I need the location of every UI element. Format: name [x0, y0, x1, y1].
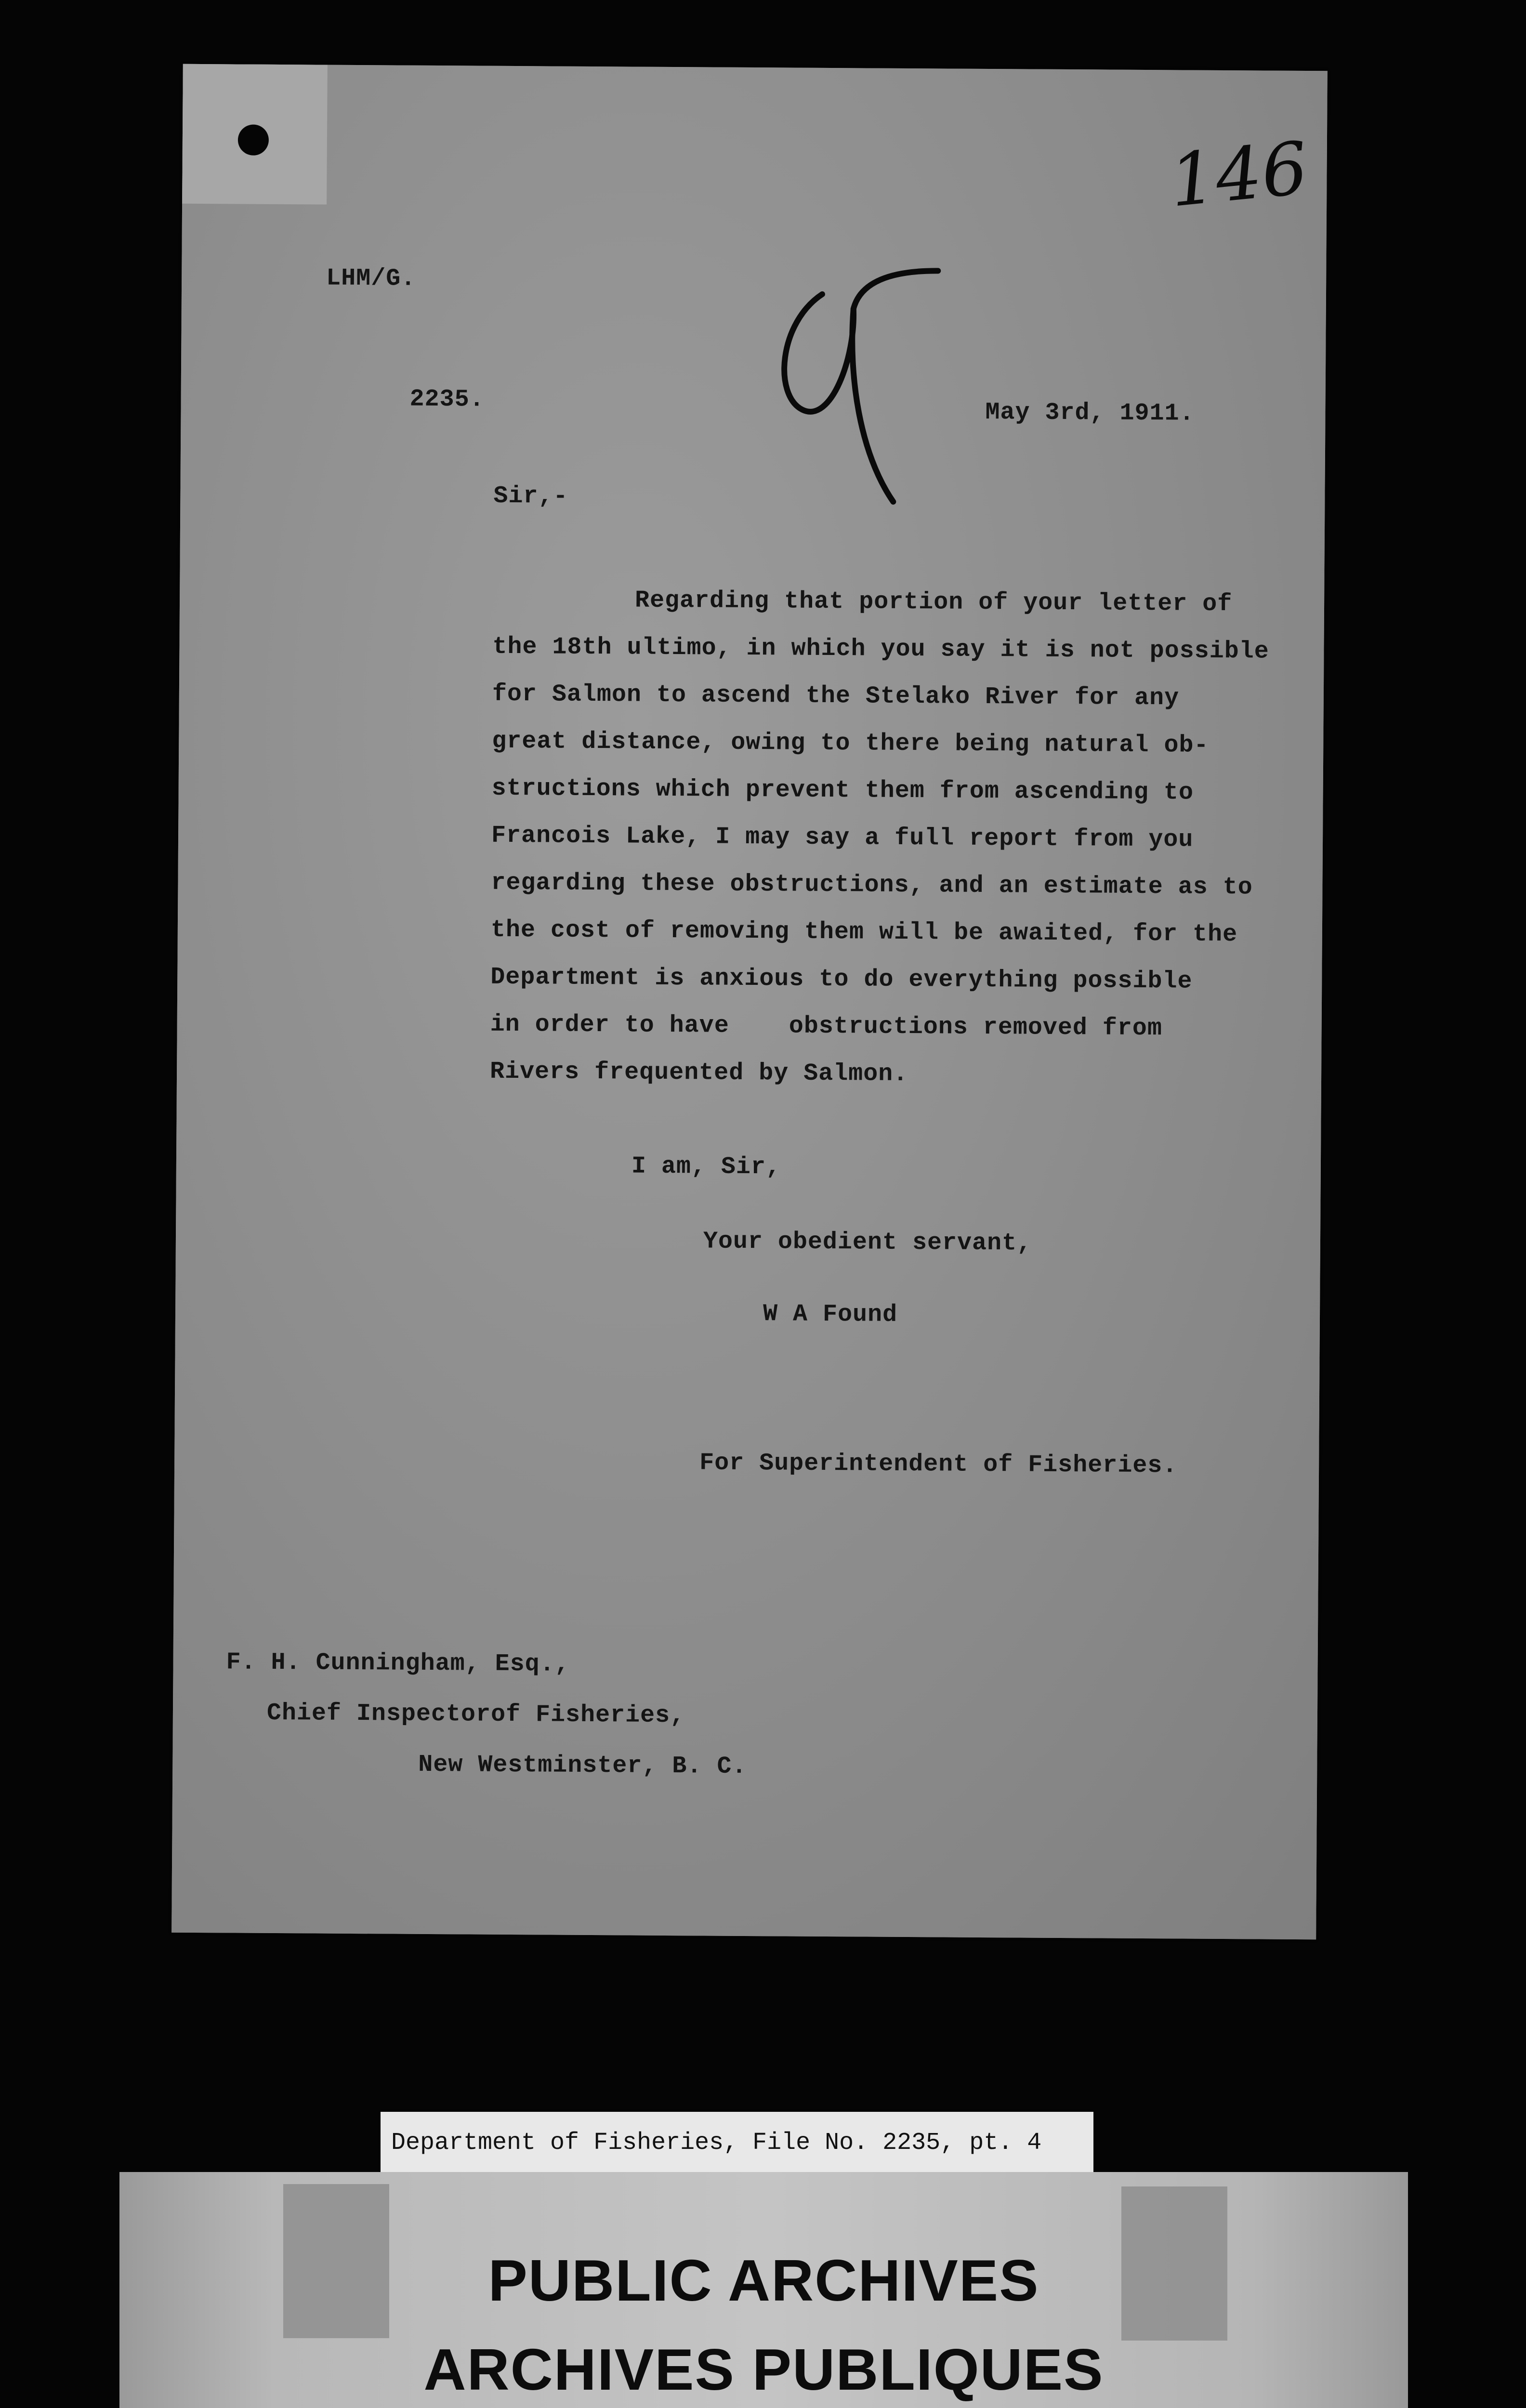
archive-stamp-french: ARCHIVES PUBLIQUES — [423, 2337, 1104, 2402]
body-line: the 18th ultimo, in which you say it is not possible — [492, 633, 1269, 666]
body-line: the cost of removing them will be awaited, for the — [490, 916, 1238, 949]
file-number: 2235. — [409, 385, 485, 414]
body-line: Department is anxious to do everything possible — [490, 963, 1193, 995]
addressee-place: New Westminster, B. C. — [418, 1751, 747, 1780]
body-line: Rivers frequented by Salmon. — [489, 1058, 908, 1088]
body-line: Francois Lake, I may say a full report from you — [491, 822, 1194, 854]
closing-line: I am, Sir, — [631, 1152, 781, 1181]
body-line: great distance, owing to there being natural ob- — [492, 727, 1209, 759]
body-line: Regarding that portion of your letter of — [634, 587, 1233, 618]
body-line: for Salmon to ascend the Stelako River for any — [492, 680, 1180, 712]
signature: W A Found — [763, 1300, 898, 1329]
archive-card — [119, 2172, 1408, 2408]
punch-hole — [238, 124, 269, 155]
handwritten-folio-number: 146 — [1166, 126, 1312, 223]
archive-stamp-english: PUBLIC ARCHIVES — [488, 2248, 1039, 2313]
file-label-text: Department of Fisheries, File No. 2235, pt. 4 — [391, 2129, 1042, 2157]
body-line: structions which prevent them from ascending to — [491, 774, 1194, 807]
letter-page — [171, 64, 1328, 1939]
salutation: Sir,- — [493, 482, 568, 510]
handwritten-mark — [749, 250, 952, 522]
body-line: regarding these obstructions, and an estimate as to — [491, 869, 1253, 902]
addressee-name: F. H. Cunningham, Esq., — [226, 1649, 570, 1678]
signatory-title: For Superintendent of Fisheries. — [699, 1449, 1178, 1480]
body-line: in order to have obstructions removed from — [490, 1010, 1163, 1043]
addressee-title: Chief Inspectorof Fisheries, — [266, 1699, 685, 1730]
letter-date: May 3rd, 1911. — [985, 398, 1195, 428]
closing-line: Your obedient servant, — [703, 1228, 1032, 1257]
file-label — [381, 2112, 1093, 2174]
reference-code: LHM/G. — [326, 264, 416, 293]
